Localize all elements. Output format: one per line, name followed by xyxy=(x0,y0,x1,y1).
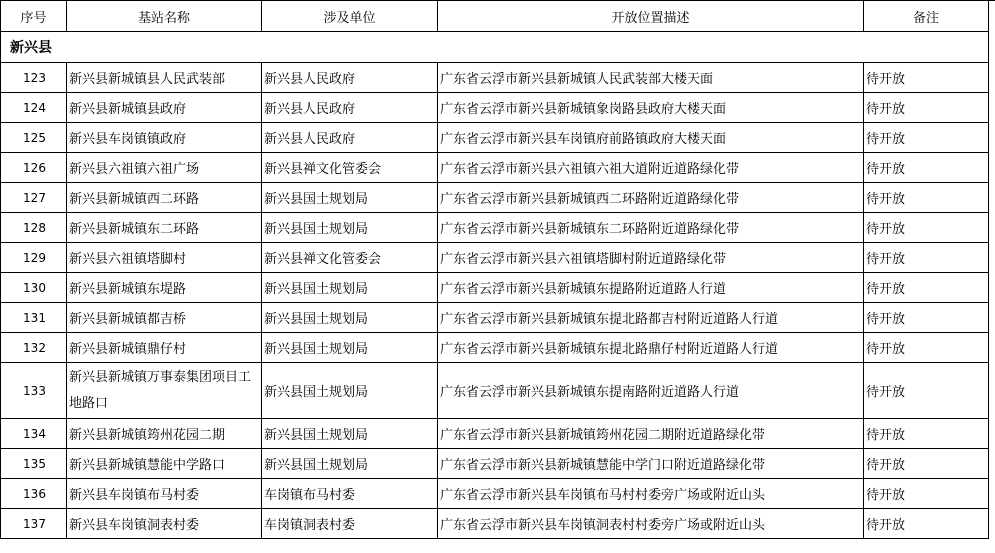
cell-unit: 新兴县国土规划局 xyxy=(262,303,438,333)
cell-unit: 新兴县人民政府 xyxy=(262,123,438,153)
sheet-edge xyxy=(989,0,995,31)
cell-remark: 待开放 xyxy=(864,243,989,273)
table-row xyxy=(1,509,989,539)
cell-station: 新兴县车岗镇洞表村委 xyxy=(67,509,262,539)
cell-station: 新兴县新城镇都吉桥 xyxy=(67,303,262,333)
cell-location: 广东省云浮市新兴县六祖镇塔脚村附近道路绿化带 xyxy=(438,243,864,273)
cell-unit: 新兴县禅文化管委会 xyxy=(262,153,438,183)
cell-no: 125 xyxy=(1,123,67,153)
cell-no: 135 xyxy=(1,449,67,479)
cell-remark: 待开放 xyxy=(864,303,989,333)
cell-unit: 新兴县国土规划局 xyxy=(262,273,438,303)
cell-location: 广东省云浮市新兴县新城镇人民武装部大楼天面 xyxy=(438,63,864,93)
cell-unit: 新兴县国土规划局 xyxy=(262,419,438,449)
table-row xyxy=(1,303,989,333)
header-station: 基站名称 xyxy=(67,1,262,32)
cell-no: 130 xyxy=(1,273,67,303)
table-row xyxy=(1,449,989,479)
cell-station: 新兴县新城镇西二环路 xyxy=(67,183,262,213)
cell-remark: 待开放 xyxy=(864,273,989,303)
cell-remark: 待开放 xyxy=(864,213,989,243)
cell-station: 新兴县六祖镇塔脚村 xyxy=(67,243,262,273)
cell-no: 127 xyxy=(1,183,67,213)
cell-location: 广东省云浮市新兴县新城镇东提路附近道路人行道 xyxy=(438,273,864,303)
cell-location: 广东省云浮市新兴县新城镇筠州花园二期附近道路绿化带 xyxy=(438,419,864,449)
table-row xyxy=(1,153,989,183)
cell-location: 广东省云浮市新兴县新城镇西二环路附近道路绿化带 xyxy=(438,183,864,213)
header-row xyxy=(1,1,989,32)
table-row xyxy=(1,479,989,509)
table-row xyxy=(1,273,989,303)
table-row xyxy=(1,123,989,153)
cell-station: 新兴县车岗镇布马村委 xyxy=(67,479,262,509)
cell-remark: 待开放 xyxy=(864,449,989,479)
cell-location: 广东省云浮市新兴县新城镇东二环路附近道路绿化带 xyxy=(438,213,864,243)
cell-station: 新兴县车岗镇镇政府 xyxy=(67,123,262,153)
cell-station: 新兴县新城镇县政府 xyxy=(67,93,262,123)
cell-no: 132 xyxy=(1,333,67,363)
cell-location: 广东省云浮市新兴县六祖镇六祖大道附近道路绿化带 xyxy=(438,153,864,183)
table-row xyxy=(1,243,989,273)
cell-location: 广东省云浮市新兴县车岗镇洞表村村委旁广场或附近山头 xyxy=(438,509,864,539)
cell-station: 新兴县六祖镇六祖广场 xyxy=(67,153,262,183)
cell-no: 128 xyxy=(1,213,67,243)
cell-unit: 新兴县国土规划局 xyxy=(262,449,438,479)
section-title: 新兴县 xyxy=(1,32,989,63)
cell-location: 广东省云浮市新兴县新城镇东提北路鼎仔村附近道路人行道 xyxy=(438,333,864,363)
cell-unit: 新兴县国土规划局 xyxy=(262,363,438,419)
cell-unit: 新兴县人民政府 xyxy=(262,63,438,93)
cell-no: 131 xyxy=(1,303,67,333)
cell-no: 124 xyxy=(1,93,67,123)
header-remark: 备注 xyxy=(864,1,989,32)
cell-no: 137 xyxy=(1,509,67,539)
cell-no: 133 xyxy=(1,363,67,419)
cell-station: 新兴县新城镇慧能中学路口 xyxy=(67,449,262,479)
cell-remark: 待开放 xyxy=(864,363,989,419)
cell-unit: 新兴县国土规划局 xyxy=(262,333,438,363)
cell-no: 126 xyxy=(1,153,67,183)
table-row xyxy=(1,419,989,449)
cell-remark: 待开放 xyxy=(864,93,989,123)
cell-no: 136 xyxy=(1,479,67,509)
cell-remark: 待开放 xyxy=(864,183,989,213)
cell-remark: 待开放 xyxy=(864,63,989,93)
cell-no: 123 xyxy=(1,63,67,93)
table-body xyxy=(1,1,989,539)
cell-station: 新兴县新城镇东堤路 xyxy=(67,273,262,303)
cell-unit: 新兴县国土规划局 xyxy=(262,213,438,243)
cell-unit: 车岗镇洞表村委 xyxy=(262,509,438,539)
cell-station: 新兴县新城镇万事泰集团项目工地路口 xyxy=(67,363,262,419)
table-row xyxy=(1,93,989,123)
cell-station: 新兴县新城镇东二环路 xyxy=(67,213,262,243)
table-row xyxy=(1,183,989,213)
cell-remark: 待开放 xyxy=(864,509,989,539)
table-row xyxy=(1,213,989,243)
cell-location: 广东省云浮市新兴县新城镇象岗路县政府大楼天面 xyxy=(438,93,864,123)
table-row xyxy=(1,363,989,419)
cell-remark: 待开放 xyxy=(864,419,989,449)
cell-no: 129 xyxy=(1,243,67,273)
cell-unit: 车岗镇布马村委 xyxy=(262,479,438,509)
cell-location: 广东省云浮市新兴县新城镇慧能中学门口附近道路绿化带 xyxy=(438,449,864,479)
header-no: 序号 xyxy=(1,1,67,32)
cell-station: 新兴县新城镇县人民武装部 xyxy=(67,63,262,93)
table-row xyxy=(1,333,989,363)
header-location: 开放位置描述 xyxy=(438,1,864,32)
cell-station: 新兴县新城镇筠州花园二期 xyxy=(67,419,262,449)
cell-location: 广东省云浮市新兴县车岗镇府前路镇政府大楼天面 xyxy=(438,123,864,153)
cell-unit: 新兴县禅文化管委会 xyxy=(262,243,438,273)
section-row xyxy=(1,32,989,63)
cell-location: 广东省云浮市新兴县新城镇东提北路都吉村附近道路人行道 xyxy=(438,303,864,333)
cell-location: 广东省云浮市新兴县车岗镇布马村村委旁广场或附近山头 xyxy=(438,479,864,509)
cell-unit: 新兴县人民政府 xyxy=(262,93,438,123)
cell-no: 134 xyxy=(1,419,67,449)
cell-unit: 新兴县国土规划局 xyxy=(262,183,438,213)
header-unit: 涉及单位 xyxy=(262,1,438,32)
cell-remark: 待开放 xyxy=(864,123,989,153)
cell-location: 广东省云浮市新兴县新城镇东提南路附近道路人行道 xyxy=(438,363,864,419)
cell-remark: 待开放 xyxy=(864,479,989,509)
table-row xyxy=(1,63,989,93)
cell-remark: 待开放 xyxy=(864,153,989,183)
cell-remark: 待开放 xyxy=(864,333,989,363)
cell-station: 新兴县新城镇鼎仔村 xyxy=(67,333,262,363)
